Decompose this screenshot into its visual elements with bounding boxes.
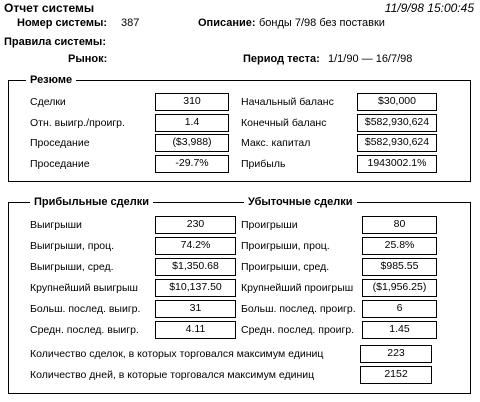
summary-right-value: $582,930,624 [357, 134, 437, 152]
loss-stat-value: 6 [362, 300, 437, 318]
loss-stat-label: Проигрыши, сред. [241, 261, 330, 273]
summary-right-label: Макс. капитал [241, 137, 311, 149]
summary-left-label: Проседание [30, 137, 90, 149]
max-units-days-value: 2152 [360, 366, 432, 384]
loss-stat-label: Проигрыши [241, 219, 298, 231]
profit-stat-label: Выигрыши, проц. [30, 240, 115, 252]
loss-stat-value: 1.45 [362, 321, 437, 339]
profit-stat-value: 4.11 [155, 321, 236, 339]
loss-stat-label: Средн. послед. проигр. [241, 324, 355, 336]
test-period-label: Период теста: [243, 53, 320, 65]
profit-stat-value: 74.2% [155, 237, 236, 255]
summary-right-value: $30,000 [357, 93, 437, 111]
system-number-label: Номер системы: [17, 17, 108, 29]
summary-left-value: 310 [155, 93, 229, 111]
summary-legend: Резюме [26, 74, 76, 86]
profit-stat-label: Средн. послед. выигр. [30, 324, 139, 336]
profit-stat-value: 230 [155, 216, 236, 234]
profit-trades-legend: Прибыльные сделки [30, 196, 153, 208]
summary-right-label: Конечный баланс [241, 116, 327, 129]
loss-stat-value: 25.8% [362, 237, 437, 255]
loss-stat-value: $985.55 [362, 258, 437, 276]
summary-left-label: Сделки [30, 96, 66, 108]
summary-left-label: Проседание [30, 157, 90, 170]
profit-stat-label: Больш. послед. выигр. [30, 303, 141, 315]
max-units-trades-value: 223 [360, 345, 432, 363]
system-number-value: 387 [121, 17, 140, 29]
max-units-trades-label: Количество сделок, в которых торговался максимум единиц [30, 348, 324, 360]
profit-stat-value: $10,137.50 [155, 279, 236, 297]
loss-trades-legend: Убыточные сделки [244, 196, 357, 208]
report-title: Отчет системы [4, 1, 95, 15]
profit-stat-label: Выигрыши [30, 219, 82, 231]
test-period-value: 1/1/90 — 16/7/98 [328, 53, 413, 65]
loss-stat-label: Крупнейший проигрыш [241, 282, 354, 294]
profit-stat-label: Крупнейший выигрыш [30, 282, 138, 294]
summary-left-label: Отн. выигр./проигр. [30, 116, 125, 129]
summary-left-value: -29.7% [155, 155, 229, 173]
report-datetime: 11/9/98 15:00:45 [384, 1, 474, 15]
market-label: Рынок: [68, 53, 108, 65]
max-units-days-label: Количество дней, в которые торговался максимум единиц [30, 369, 315, 381]
profit-stat-value: 31 [155, 300, 236, 318]
loss-stat-value: ($1,956.25) [362, 279, 437, 297]
profit-stat-label: Выигрыши, сред. [30, 261, 114, 273]
summary-right-label: Прибыль [241, 157, 286, 170]
system-rules-label: Правила системы: [4, 36, 106, 48]
profit-stat-value: $1,350.68 [155, 258, 236, 276]
description-value: бонды 7/98 без поставки [259, 17, 385, 29]
summary-right-value: $582,930,624 [357, 114, 437, 132]
loss-stat-value: 80 [362, 216, 437, 234]
loss-stat-label: Проигрыши, проц. [241, 240, 330, 252]
loss-stat-label: Больш. послед. проигр. [241, 303, 356, 315]
summary-right-value: 1943002.1% [357, 155, 437, 173]
summary-left-value: ($3,988) [155, 134, 229, 152]
summary-right-label: Начальный баланс [241, 96, 334, 108]
description-label: Описание: [198, 17, 256, 29]
summary-left-value: 1.4 [155, 114, 229, 132]
